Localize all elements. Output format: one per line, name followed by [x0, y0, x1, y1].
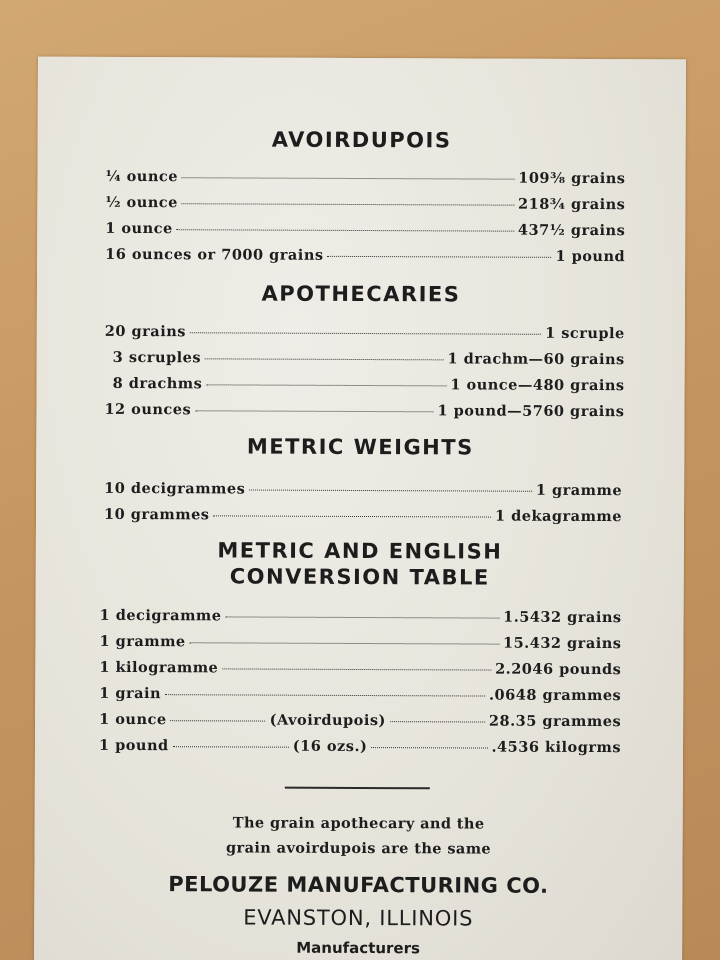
dot-leader — [222, 668, 491, 670]
table-row — [104, 401, 624, 420]
row-left: 1 ounce — [105, 219, 173, 238]
dot-leader — [206, 384, 446, 386]
dot-leader — [213, 515, 490, 517]
table-row — [105, 220, 625, 239]
dot-leader — [177, 229, 514, 231]
row-right: 1.5432 grains — [503, 608, 622, 627]
note-line-1: The grain apothecary and the — [232, 814, 485, 833]
table-row — [105, 323, 625, 342]
section-title-avoirdupois: AVOIRDUPOIS — [271, 127, 452, 153]
row-right: 1 gramme — [535, 481, 623, 500]
dot-leader — [190, 642, 499, 644]
row-left: 1 grain — [99, 684, 162, 703]
table-row — [105, 246, 625, 265]
row-middle: (Avoirdupois) — [269, 711, 386, 730]
dot-leader — [390, 721, 485, 722]
row-left: ¼ ounce — [105, 167, 179, 186]
row-left: 16 ounces or 7000 grains — [105, 245, 324, 264]
company-tagline: Manufacturers — [296, 938, 421, 958]
row-left: 8 drachms — [112, 374, 203, 393]
table-row — [105, 194, 625, 213]
row-right: 1 pound — [555, 247, 626, 266]
dot-leader — [371, 747, 487, 749]
section-title-metric-weights: METRIC WEIGHTS — [246, 434, 474, 460]
row-left: 10 grammes — [103, 505, 210, 524]
section-title-apothecaries: APOTHECARIES — [261, 281, 461, 307]
company-name: PELOUZE MANUFACTURING CO. — [168, 872, 549, 898]
section-title-conversion-line1: METRIC AND ENGLISH — [217, 538, 503, 564]
row-left: 20 grains — [104, 322, 186, 341]
row-right: 1 scruple — [545, 324, 625, 343]
note-line-2: grain avoirdupois are the same — [225, 839, 492, 858]
table-row — [99, 737, 621, 756]
table-row — [99, 685, 621, 704]
row-left: 1 pound — [98, 736, 169, 755]
row-right: 1 drachm—60 grains — [447, 350, 625, 369]
row-left: 1 ounce — [99, 710, 167, 729]
dot-leader — [173, 746, 289, 748]
row-right: 437½ grains — [517, 221, 626, 240]
dot-leader — [190, 332, 541, 335]
row-left: 1 kilogramme — [99, 658, 219, 677]
row-right: 218¾ grains — [518, 195, 626, 214]
row-right: 1 dekagramme — [494, 507, 623, 526]
dot-leader — [226, 616, 500, 618]
table-row — [100, 607, 622, 626]
row-right: .4536 kilogrms — [491, 738, 622, 757]
table-row — [99, 711, 621, 730]
row-right: 109⅜ grains — [518, 169, 626, 188]
dot-leader — [205, 358, 444, 360]
row-right: 2.2046 pounds — [495, 660, 622, 679]
dot-leader — [328, 256, 552, 258]
dot-leader — [171, 720, 266, 721]
table-row — [99, 633, 621, 652]
row-middle: (16 ozs.) — [292, 737, 368, 756]
row-left: 1 gramme — [99, 632, 186, 651]
table-row — [105, 375, 625, 394]
table-row — [104, 506, 622, 525]
row-left: ½ ounce — [105, 193, 178, 212]
row-left: 1 decigramme — [99, 606, 222, 625]
row-left: 3 scruples — [112, 348, 202, 367]
row-right: .0648 grammes — [488, 686, 622, 705]
divider-rule — [285, 787, 430, 790]
row-right: 1 pound—5760 grains — [437, 402, 625, 421]
table-row — [99, 659, 621, 678]
reference-card — [34, 57, 686, 960]
dot-leader — [249, 490, 532, 492]
dot-leader — [182, 203, 514, 205]
row-right: 28.35 grammes — [488, 712, 622, 731]
company-location: EVANSTON, ILLINOIS — [243, 905, 474, 931]
row-right: 15.432 grains — [502, 634, 622, 653]
dot-leader — [182, 177, 514, 179]
row-left: 10 decigrammes — [104, 479, 246, 498]
table-row — [105, 349, 625, 368]
row-left: 12 ounces — [104, 400, 192, 419]
dot-leader — [165, 694, 485, 696]
row-right: 1 ounce—480 grains — [450, 376, 625, 395]
table-row — [104, 480, 622, 499]
section-title-conversion-line2: CONVERSION TABLE — [229, 564, 490, 590]
dot-leader — [195, 410, 433, 412]
table-row — [105, 168, 625, 187]
